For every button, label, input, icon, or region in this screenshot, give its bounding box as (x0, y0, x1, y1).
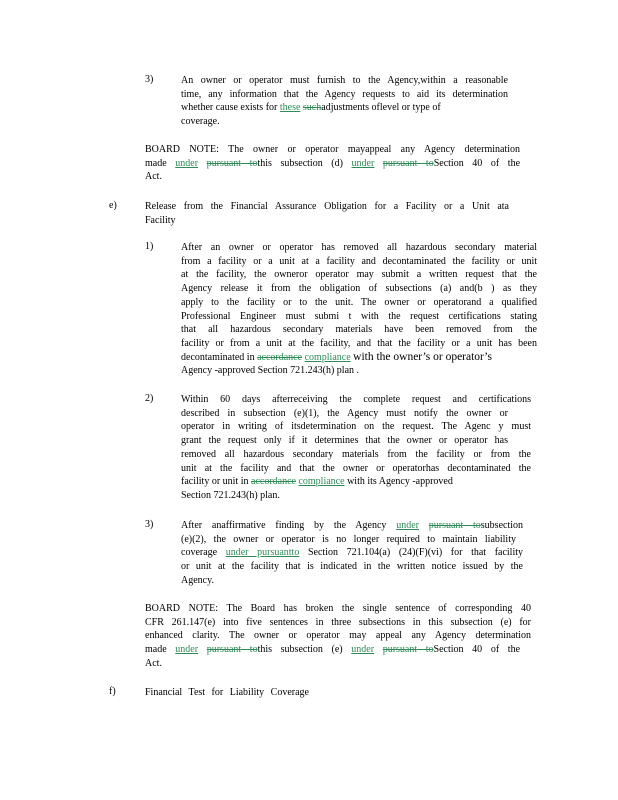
text-line: An owner or operator must furnish to the Agency,within a reasonable (181, 75, 508, 86)
text-line: Release from the Financial Assurance Obligation for a Facility or a Unit ata (145, 201, 509, 212)
text-line: that all hazardous secondary materials have been removed from the (181, 324, 537, 336)
text-line: After an owner or operator has removed all hazardous secondary material (181, 242, 537, 253)
paragraph-e2 (181, 393, 531, 503)
item-number: 2) (145, 393, 154, 404)
text-line: coverage under pursuantto Section 721.104(a) (24)(F)(vi) for that facility (181, 547, 524, 559)
text-line: Professional Engineer must submi t with the request certifications stating (181, 310, 537, 322)
text-line: made under pursuant tothis subsection (e) under pursuant toSection 40 of the (145, 644, 521, 656)
text-line: Act. (145, 171, 162, 183)
text-line: grant the request only if it determines that the owner or operator has (181, 435, 508, 447)
text-line: BOARD NOTE: The Board has broken the single sentence of corresponding 40 (145, 603, 531, 614)
text-line: made under pursuant tothis subsection (d) under pursuant toSection 40 of the (145, 157, 521, 169)
item-number: 1) (145, 241, 154, 252)
text-line: facility or from a unit at the facility, and that the facility or a unit has been (181, 337, 537, 349)
section-letter: f) (109, 686, 116, 697)
text-line: enhanced clarity. The owner or operator may appeal any Agency determination (145, 630, 531, 642)
text-line: facility or unit in accordance compliance with its Agency -approved (181, 476, 453, 488)
text-line: decontaminated in accordance compliance with the owner’s or operator’s (181, 350, 492, 363)
text-line: Financial Test for Liability Coverage (145, 687, 309, 698)
text-line: removed all hazardous secondary materials from the facility or from the (181, 448, 531, 460)
section-letter: e) (109, 200, 117, 211)
text-line: (e)(2), the owner or operator is no longer required to maintain liability (181, 533, 516, 545)
text-line: whether cause exists for these suchadjustments oflevel or type of (181, 102, 441, 114)
text-line: Within 60 days afterreceiving the complete request and certifications (181, 394, 531, 405)
paragraph-d3 (181, 74, 508, 129)
text-line: or unit at the facility that is indicated in the written notice issued by the (181, 561, 523, 573)
text-line: Facility (145, 214, 176, 226)
text-line: Agency -approved Section 721.243(h) plan . (181, 365, 360, 377)
board-note-2 (145, 602, 531, 671)
text-line: BOARD NOTE: The owner or operator mayappeal any Agency determination (145, 144, 520, 155)
text-line: Agency release it from the obligation of subsections (a) and(b ) as they (181, 283, 537, 295)
text-line: from a facility or a unit at a facility and decontaminated the facility or unit (181, 255, 537, 267)
item-number: 3) (145, 74, 154, 85)
text-line: at the facility, the owneror operator may submit a written request that the (181, 269, 537, 281)
text-line: coverage. (181, 116, 220, 128)
text-line: Act. (145, 657, 162, 669)
text-line: operator in writing of itsdetermination on the request. The Agenc y must (181, 421, 531, 433)
section-e-heading (145, 200, 509, 227)
board-note-1 (145, 143, 520, 184)
paragraph-e1 (181, 241, 537, 378)
section-f-heading (145, 686, 309, 700)
item-number: 3) (145, 519, 154, 530)
text-line: apply to the facility or to the unit. The owner or operatorand a qualified (181, 296, 537, 308)
text-line: described in subsection (e)(1), the Agency must notify the owner or (181, 407, 508, 419)
text-line: Agency. (181, 574, 214, 586)
text-line: After anaffirmative finding by the Agency under pursuant tosubsection (181, 520, 523, 531)
text-line: CFR 261.147(e) into five sentences in three subsections in this subsection (e) for (145, 616, 531, 628)
text-line: Section 721.243(h) plan. (181, 489, 280, 501)
text-line: time, any information that the Agency requests to aid its determination (181, 88, 508, 100)
paragraph-e3 (181, 519, 523, 588)
text-line: unit at the facility and that the owner or operatorhas decontaminated the (181, 462, 531, 474)
